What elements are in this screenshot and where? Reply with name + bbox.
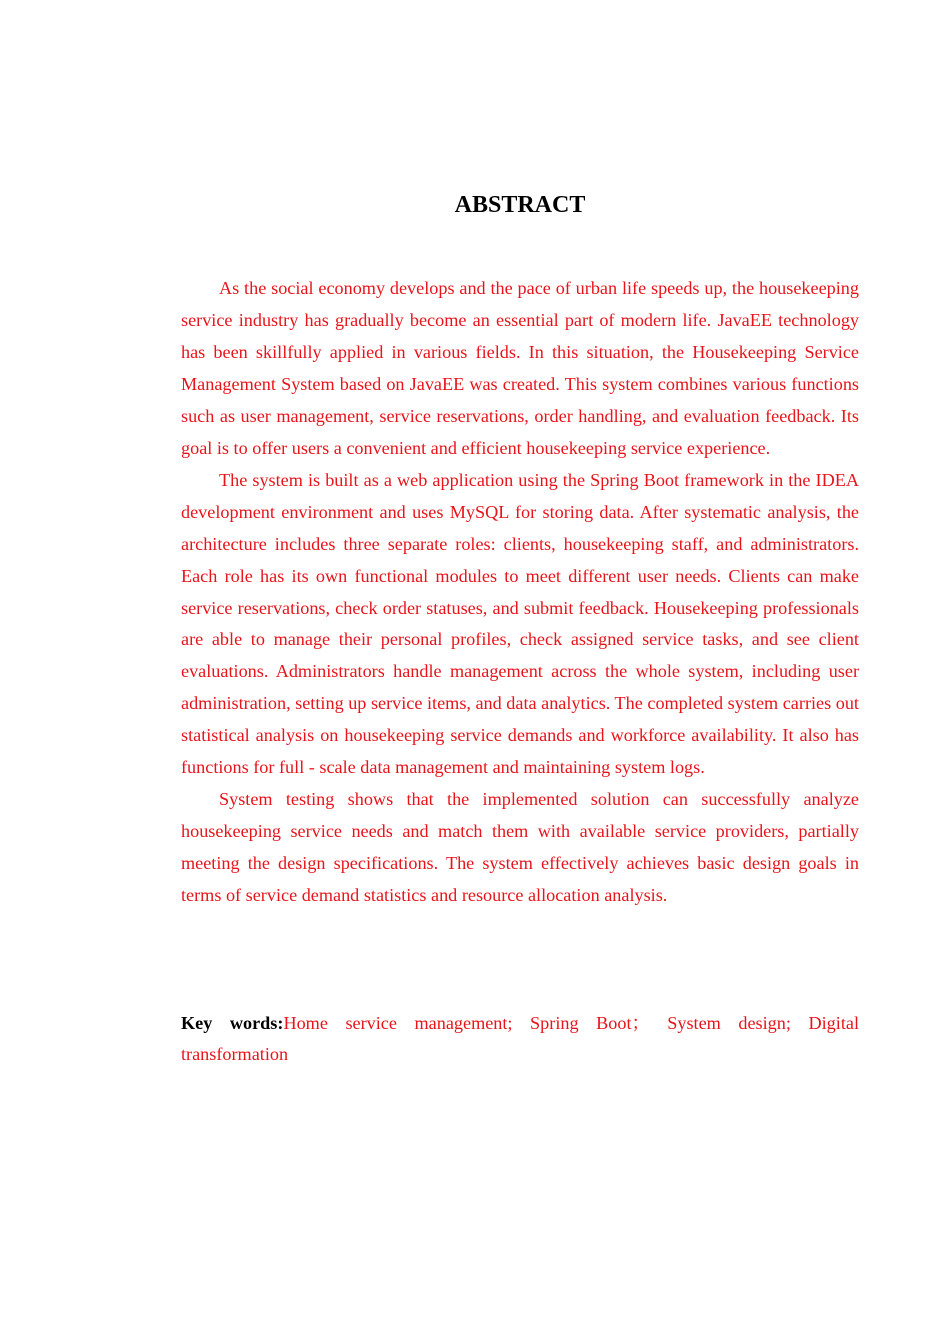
abstract-title: ABSTRACT xyxy=(454,192,586,218)
keywords-label: Key words: xyxy=(181,1013,284,1033)
abstract-body xyxy=(181,273,859,912)
abstract-paragraph-1: As the social economy develops and the pace of urban life speeds up, the housekeeping service industry has gradually become an essential part of modern life. JavaEE technology has been skillfully applied in various fields. In this situation, the Housekeeping Service Management System based on JavaEE was created. This system combines various functions such as user management, service reservations, order handling, and evaluation feedback. Its goal is to offer users a convenient and efficient housekeeping service experience. xyxy=(181,278,859,458)
keywords-text: Home service management; Spring Boot； System design; Digital transformation xyxy=(181,1013,859,1064)
abstract-paragraph-2: The system is built as a web application using the Spring Boot framework in the IDEA development environment and uses MySQL for storing data. After systematic analysis, the architecture includes three separate roles: clients, housekeeping staff, and administrators. Each role has its own functional modules to meet different user needs. Clients can make service reservations, check order statuses, and submit feedback. Housekeeping professionals are able to manage their personal profiles, check assigned service tasks, and see client evaluations. Administrators handle management across the whole system, including user administration, setting up service items, and data analytics. The completed system carries out statistical analysis on housekeeping service demands and workforce availability. It also has functions for full - scale data management and maintaining system logs. xyxy=(181,469,859,778)
abstract-paragraph-3: System testing shows that the implemented solution can successfully analyze housekeeping service needs and match them with available service providers, partially meeting the design specifications. The system effectively achieves basic design goals in terms of service demand statistics and resource allocation analysis. xyxy=(181,789,859,906)
keywords-line xyxy=(181,1008,859,1070)
